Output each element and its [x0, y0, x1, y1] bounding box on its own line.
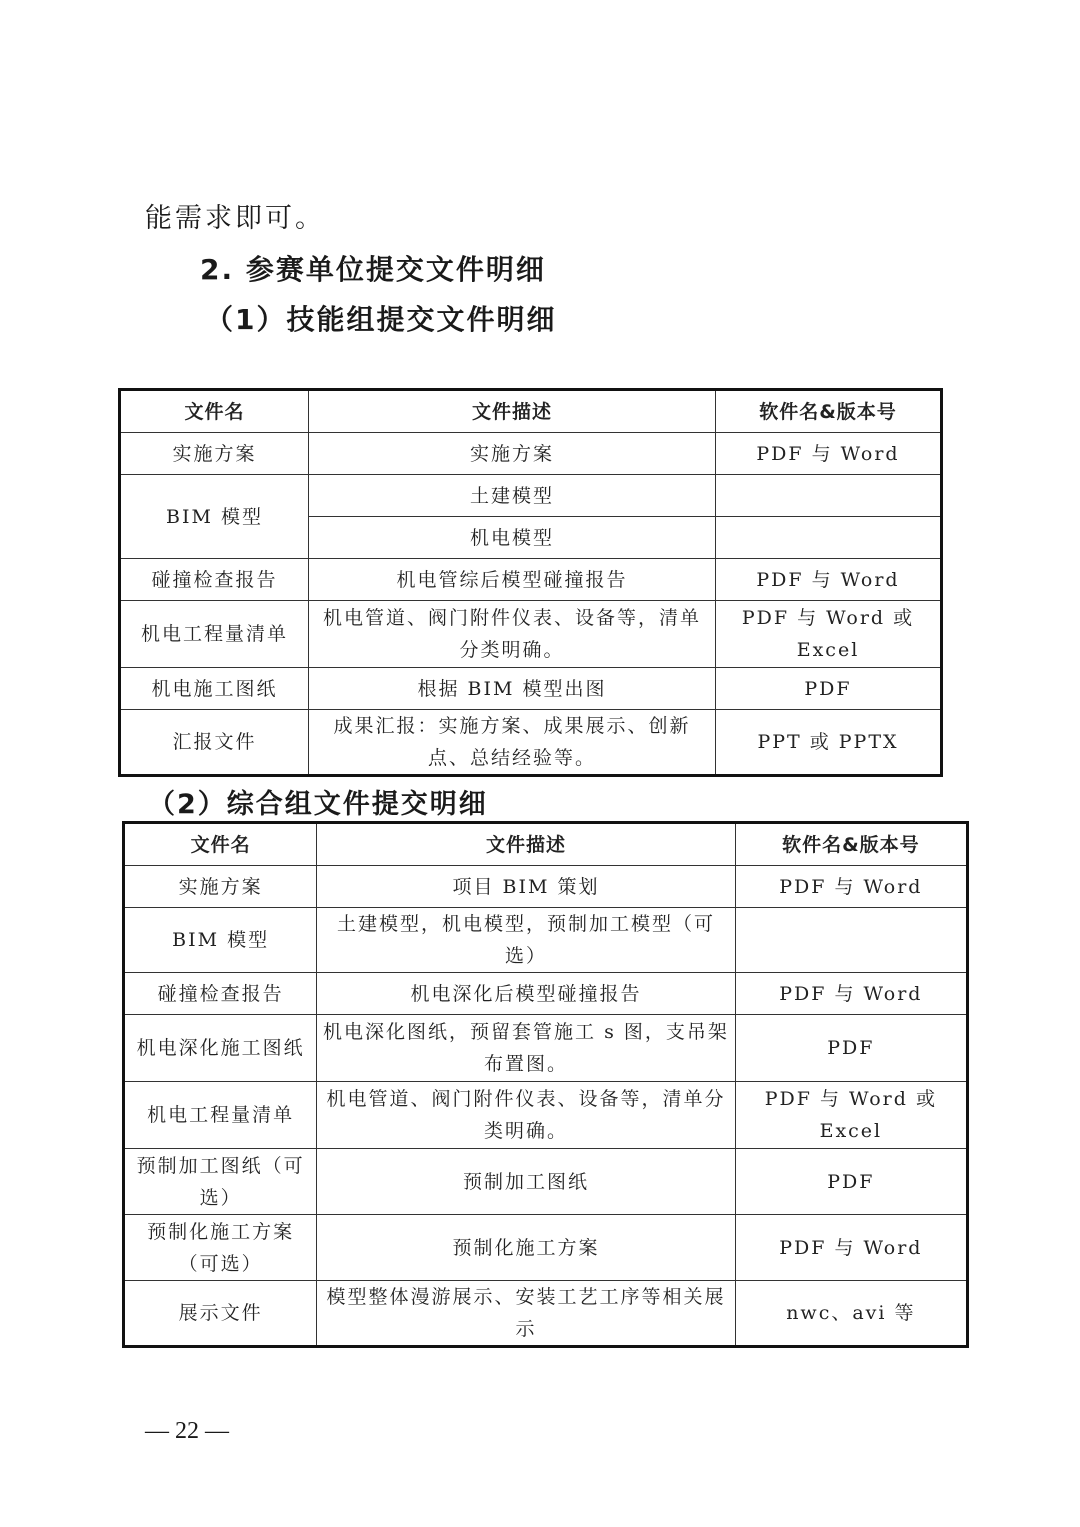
cell-file-name: BIM 模型	[120, 475, 309, 559]
table-row	[124, 973, 968, 1015]
cell-software: PDF	[735, 1015, 967, 1082]
skills-group-file-table	[118, 388, 943, 777]
table-row	[124, 866, 968, 908]
cell-file-desc: 机电管综后模型碰撞报告	[309, 559, 716, 601]
cell-file-name: 实施方案	[124, 866, 317, 908]
table-row	[124, 1281, 968, 1347]
cell-software: PDF 与 Word	[716, 433, 942, 475]
cell-file-desc: 土建模型，机电模型，预制加工模型（可选）	[317, 908, 735, 973]
table-row	[120, 433, 942, 475]
cell-file-name: 预制加工图纸（可选）	[124, 1149, 317, 1215]
cell-file-desc: 项目 BIM 策划	[317, 866, 735, 908]
header-file-name: 文件名	[120, 390, 309, 433]
cell-software	[735, 908, 967, 973]
cell-file-desc: 预制加工图纸	[317, 1149, 735, 1215]
cell-file-desc: 土建模型	[309, 475, 716, 517]
skills-group-heading: （1）技能组提交文件明细	[205, 303, 557, 336]
cell-software: PDF 与 Word	[716, 559, 942, 601]
section-heading: 2. 参赛单位提交文件明细	[200, 253, 546, 286]
cell-software	[716, 517, 942, 559]
cell-software: PDF 与 Word	[735, 973, 967, 1015]
cell-file-desc: 实施方案	[309, 433, 716, 475]
table-row	[120, 668, 942, 710]
table-row	[120, 475, 942, 517]
cell-file-name: 碰撞检查报告	[124, 973, 317, 1015]
cell-software: PDF 与 Word	[735, 1215, 967, 1281]
cell-software: PDF 与 Word 或 Excel	[716, 601, 942, 668]
cell-file-desc: 模型整体漫游展示、安装工艺工序等相关展示	[317, 1281, 735, 1347]
table-row	[120, 601, 942, 668]
cell-file-name: 机电深化施工图纸	[124, 1015, 317, 1082]
cell-file-name: 机电工程量清单	[120, 601, 309, 668]
header-file-name: 文件名	[124, 823, 317, 866]
cell-software: PDF	[716, 668, 942, 710]
table-row	[124, 1149, 968, 1215]
cell-software: PDF	[735, 1149, 967, 1215]
header-software: 软件名&版本号	[716, 390, 942, 433]
page-number: — 22 —	[145, 1418, 229, 1444]
table-row	[124, 908, 968, 973]
header-software: 软件名&版本号	[735, 823, 967, 866]
comprehensive-group-file-table	[122, 821, 969, 1348]
cell-file-name: 汇报文件	[120, 710, 309, 776]
table-row	[124, 1215, 968, 1281]
cell-file-desc: 预制化施工方案	[317, 1215, 735, 1281]
table-row	[124, 1015, 968, 1082]
cell-file-name: BIM 模型	[124, 908, 317, 973]
cell-file-desc: 机电管道、阀门附件仪表、设备等，清单分类明确。	[317, 1082, 735, 1149]
cell-file-desc: 根据 BIM 模型出图	[309, 668, 716, 710]
cell-software: PPT 或 PPTX	[716, 710, 942, 776]
cell-file-desc: 机电模型	[309, 517, 716, 559]
header-file-desc: 文件描述	[317, 823, 735, 866]
table-header-row	[120, 390, 942, 433]
table-row	[124, 1082, 968, 1149]
cell-file-name: 展示文件	[124, 1281, 317, 1347]
cell-file-name: 预制化施工方案（可选）	[124, 1215, 317, 1281]
continuation-text: 能需求即可。	[145, 203, 325, 234]
comprehensive-group-heading: （2）综合组文件提交明细	[148, 789, 488, 820]
table-row	[120, 710, 942, 776]
cell-file-desc: 机电深化图纸，预留套管施工 s 图，支吊架布置图。	[317, 1015, 735, 1082]
cell-file-desc: 成果汇报：实施方案、成果展示、创新点、总结经验等。	[309, 710, 716, 776]
cell-file-name: 碰撞检查报告	[120, 559, 309, 601]
cell-software: PDF 与 Word	[735, 866, 967, 908]
cell-software	[716, 475, 942, 517]
table-row	[120, 559, 942, 601]
table-header-row	[124, 823, 968, 866]
cell-file-name: 机电施工图纸	[120, 668, 309, 710]
cell-file-desc: 机电深化后模型碰撞报告	[317, 973, 735, 1015]
cell-file-name: 机电工程量清单	[124, 1082, 317, 1149]
cell-file-name: 实施方案	[120, 433, 309, 475]
cell-software: PDF 与 Word 或 Excel	[735, 1082, 967, 1149]
header-file-desc: 文件描述	[309, 390, 716, 433]
cell-file-desc: 机电管道、阀门附件仪表、设备等，清单分类明确。	[309, 601, 716, 668]
cell-software: nwc、avi 等	[735, 1281, 967, 1347]
